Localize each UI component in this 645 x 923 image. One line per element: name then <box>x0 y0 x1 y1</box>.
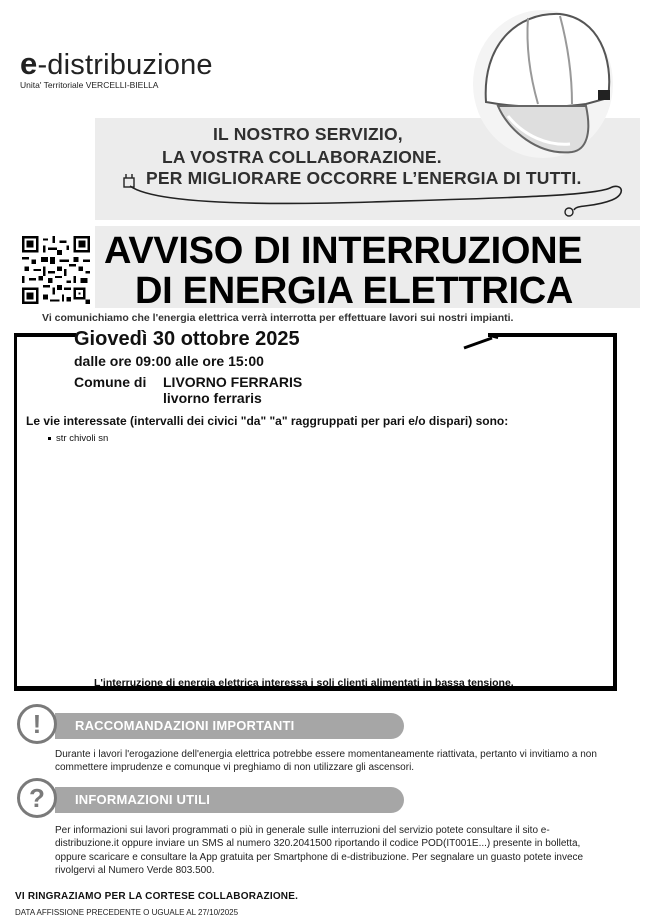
qr-code[interactable] <box>22 236 90 304</box>
plug-icon <box>462 334 502 350</box>
question-icon: ? <box>17 778 57 818</box>
notice-box-top-border-right <box>488 333 617 337</box>
warning-icon: ! <box>17 704 57 744</box>
low-voltage-note: L'interruzione di energia elettrica interessa i soli clienti alimentati in bassa tensione. <box>94 677 514 689</box>
logo-mark: e <box>20 46 38 81</box>
notice-box-top-border-left <box>14 333 76 337</box>
info-title: INFORMAZIONI UTILI <box>75 792 211 807</box>
locality-name: livorno ferraris <box>163 390 262 406</box>
slogan-line-2: LA VOSTRA COLLABORAZIONE. <box>162 147 442 167</box>
streets-heading: Le vie interessate (intervalli dei civici "da" "a" raggruppati per pari e/o dispari) sono: <box>26 414 509 428</box>
list-item: str chivoli sn <box>48 433 108 444</box>
outage-time-range: dalle ore 09:00 alle ore 15:00 <box>74 353 264 369</box>
recommendations-title: RACCOMANDAZIONI IMPORTANTI <box>75 718 295 733</box>
notice-title-line-1: AVVISO DI INTERRUZIONE <box>104 230 583 272</box>
notice-subtitle: Vi comunichiamo che l'energia elettrica verrà interrotta per effettuare lavori sui nostri impianti. <box>42 312 514 324</box>
slogan-line-1: IL NOSTRO SERVIZIO, <box>213 124 403 144</box>
comune-label: Comune di <box>74 374 147 390</box>
territorial-unit: Unita' Territoriale VERCELLI-BIELLA <box>20 80 159 90</box>
outage-date: Giovedì 30 ottobre 2025 <box>74 328 300 350</box>
comune-name: LIVORNO FERRARIS <box>163 374 303 390</box>
recommendations-text: Durante i lavori l'erogazione dell'energia elettrica potrebbe essere momentaneamente riattivata, pertanto vi invitiamo a non commettere imprudenze e comunque vi preghiamo di non utilizzare gli ascensori. <box>55 749 597 773</box>
power-cable-illustration <box>122 174 632 220</box>
posting-date: DATA AFFISSIONE PRECEDENTE O UGUALE AL 27/10/2025 <box>15 908 239 917</box>
notice-title-line-2: DI ENERGIA ELETTRICA <box>135 270 574 312</box>
thanks-note: VI RINGRAZIAMO PER LA CORTESE COLLABORAZIONE. <box>15 891 299 902</box>
streets-list <box>48 433 108 444</box>
info-text: Per informazioni sui lavori programmati o più in generale sulle interruzioni del servizio potete consultare il sito e-distribuzione.it oppure inviare un SMS al numero 320.2041500 riportando il codice POD(IT001E...) presente in bolletta, oppure scaricare e consultare la App gratuita per Smartphone di e-distribuzione. Per segnalare un guasto potete invece rivolgervi al Numero Verde 803.500. <box>55 825 584 876</box>
slogan-line-3: PER MIGLIORARE OCCORRE L’ENERGIA DI TUTTI. <box>146 168 582 188</box>
company-logo <box>20 46 213 82</box>
safety-helmet-illustration <box>468 6 618 164</box>
logo-text: -distribuzione <box>37 49 213 81</box>
